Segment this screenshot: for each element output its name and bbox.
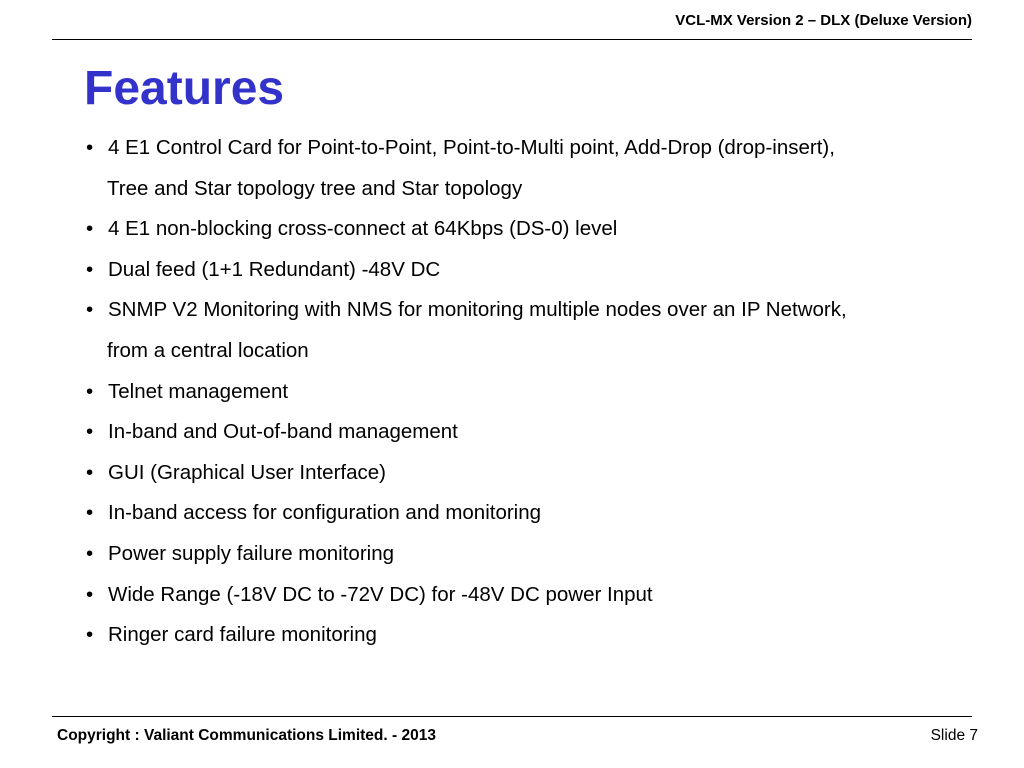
feature-text: [108, 493, 541, 534]
feature-text-line: In-band access for configuration and monitoring: [108, 501, 542, 525]
feature-text-line: Power supply failure monitoring: [108, 541, 394, 565]
feature-text: [108, 453, 386, 494]
bullet-icon: •: [86, 582, 94, 606]
feature-text-line: Dual feed (1+1 Redundant) -48V DC: [108, 257, 441, 281]
bullet-icon: •: [86, 298, 94, 322]
feature-text-line: In-band and Out-of-band management: [108, 420, 458, 444]
feature-text-line: Telnet management: [108, 379, 289, 403]
feature-text-line: GUI (Graphical User Interface): [108, 460, 386, 484]
bullet-icon: •: [86, 541, 94, 565]
feature-text: [108, 128, 835, 209]
bullet-icon: •: [86, 379, 94, 403]
bullet-icon: •: [86, 623, 94, 647]
footer-copyright: Copyright : Valiant Communications Limited. - 2013: [57, 727, 436, 744]
feature-text-continuation: Tree and Star topology tree and Star topology: [107, 176, 523, 200]
header-title: VCL-MX Version 2 – DLX (Deluxe Version): [675, 12, 972, 29]
header-divider: [52, 39, 972, 40]
feature-item-wide-range: [84, 575, 1004, 616]
feature-text: [108, 290, 847, 371]
feature-text: [108, 534, 394, 575]
bullet-icon: •: [86, 501, 94, 525]
feature-text: [108, 372, 288, 413]
feature-text-line: SNMP V2 Monitoring with NMS for monitoring multiple nodes over an IP Network,: [108, 298, 847, 322]
bullet-icon: •: [86, 136, 94, 159]
feature-item-telnet: [84, 372, 1004, 413]
bullet-icon: •: [86, 460, 94, 484]
feature-text-line: Wide Range (-18V DC to -72V DC) for -48V DC power Input: [108, 582, 653, 606]
feature-text: [108, 209, 617, 250]
feature-text-line: 4 E1 non-blocking cross-connect at 64Kbps (DS-0) level: [108, 217, 618, 241]
feature-item-power-supply: [84, 534, 1004, 575]
feature-text: [108, 250, 440, 291]
feature-item-in-band-access: [84, 493, 1004, 534]
footer-divider: [52, 716, 972, 717]
bullet-icon: •: [86, 217, 94, 241]
feature-item-gui: [84, 453, 1004, 494]
slide-number: Slide 7: [930, 727, 978, 744]
feature-item-band-management: [84, 412, 1004, 453]
feature-item-dual-feed: [84, 250, 1004, 291]
bullet-icon: •: [86, 257, 94, 281]
bullet-icon: •: [86, 420, 94, 444]
feature-item-control-card: [84, 128, 1004, 209]
feature-text-line: 4 E1 Control Card for Point-to-Point, Point-to-Multi point, Add-Drop (drop-insert),: [108, 136, 835, 159]
feature-item-snmp-monitoring: [84, 290, 1004, 371]
slide-title: Features: [84, 62, 285, 115]
feature-text-line: Ringer card failure monitoring: [108, 623, 377, 647]
feature-list: [84, 128, 1004, 656]
feature-text: [108, 575, 653, 616]
feature-text: [108, 615, 377, 656]
feature-text: [108, 412, 458, 453]
feature-item-ringer-card: [84, 615, 1004, 656]
feature-item-cross-connect: [84, 209, 1004, 250]
feature-text-continuation: from a central location: [107, 338, 309, 362]
